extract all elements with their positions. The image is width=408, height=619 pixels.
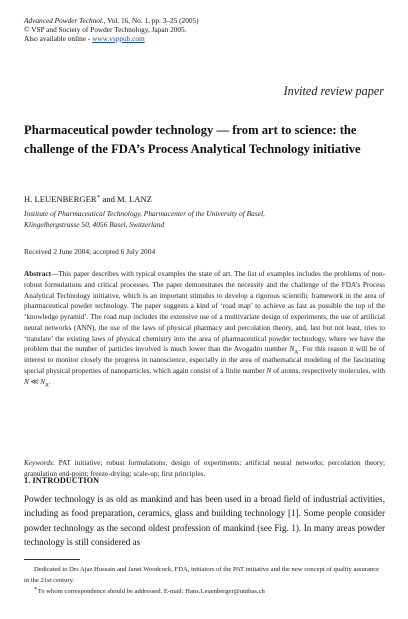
- author-second: M. LANZ: [117, 194, 152, 204]
- introduction-paragraph: Powder technology is as old as mankind and has been used in a broad field of industrial activities, including as food preparation, ceramics, glass and building technology [1]. Some people consider powder technology as the second oldest profession of mankind (see Fig. 1). In many areas powder technology is still considered as: [24, 494, 385, 548]
- n-symbol: N: [266, 366, 272, 375]
- journal-masthead: [24, 16, 199, 43]
- author-line: [24, 194, 152, 204]
- keywords-label: Keywords: [24, 459, 53, 467]
- footnote-mark: ∗: [34, 585, 38, 592]
- author-joiner: and: [100, 194, 118, 204]
- footnote-correspondence: [24, 587, 385, 597]
- section-heading-introduction: 1. INTRODUCTION: [24, 476, 100, 485]
- paper-type-label: Invited review paper: [283, 84, 384, 98]
- affiliation-line-2: Klingelbergstrasse 50, 4056 Basel, Switzerland: [24, 219, 165, 229]
- footnote-rule: [24, 559, 80, 560]
- volume-pages: , Vol. 16, No. 1, pp. 3–25 (2005): [103, 16, 199, 25]
- abstract: [24, 269, 385, 387]
- avogadro-symbol: N: [289, 345, 295, 354]
- abstract-text-a: This paper describes with typical examples the state of art. The list of examples includes the problems of non-robust formulations and critical processes. The paper demonstrates the necessity and the challenge of the FDA’s Process Analytical Technology initiative, which is an important stimulus to develop a rigorous scientific framework in the area of pharmaceutical powder technology. The paper suggests a kind of ‘road map’ to achieve as fast as possible the top of the ‘knowledge pyramid’. The road map includes the extensive use of a multivariate design of experiments, the use of artificial neural networks (ANN), the use of the laws of physical pharmacy and percolation theory, and, last but not least, tries to ‘translate’ the existing laws of physical chemistry into the area of pharmaceutical powder technology, where we have the problem that the number of particles involved is much lower than the Avogadro number: [24, 270, 385, 354]
- journal-name: Advanced Powder Technol.: [24, 16, 104, 25]
- avogadro-subscript: A: [294, 349, 299, 356]
- paper-title: Pharmaceutical powder technology — from art to science: the challenge of the FDA’s Process Analytical Technology initiative: [24, 123, 361, 156]
- abstract-label: Abstract: [24, 270, 51, 278]
- abstract-dash: —: [50, 270, 59, 278]
- keywords-text: : PAT initiative; robust formulations; design of experiments; artificial neural networks; percolation theory; granulation end-point; freeze-drying; scale-up; first principles.: [24, 459, 385, 478]
- copyright-line: © VSP and Society of Powder Technology, Japan 2005.: [24, 25, 187, 34]
- relation-rhs: N: [40, 377, 45, 386]
- relation-lhs: N: [24, 377, 29, 386]
- correspondence-text: To whom correspondence should be addressed. E-mail: Hans.Leuenberger@unibas.ch: [37, 588, 265, 595]
- abstract-text-b: . For this reason it will be of interest to monitor closely the progress in nanoscience, especially in the area of mathematical modeling of the fascinating special physical properties of nanoparticles, which again consist of a finite number: [24, 345, 385, 375]
- footnote-dedication: Dedicated to Drs Ajaz Hussain and Janet Woodcock, FDA, initiators of the PAT initiative and the new concept of quality assurance in the 21st century.: [24, 566, 380, 584]
- received-dates: Received 2 June 2004; accepted 6 July 2004: [24, 247, 156, 256]
- relation-operator: ≪: [28, 377, 41, 386]
- author-first: H. LEUENBERGER: [24, 194, 97, 204]
- corresponding-author-mark: ∗: [96, 194, 101, 201]
- publisher-link[interactable]: www.vsppub.com: [92, 34, 145, 43]
- abstract-text-d: .: [48, 377, 51, 386]
- online-prefix: Also available online -: [24, 34, 93, 43]
- online-line: [24, 34, 199, 43]
- citation-line: [24, 16, 199, 25]
- relation-rhs-subscript: A: [44, 381, 49, 388]
- abstract-text-c: of atoms, respectively molecules, with: [271, 366, 385, 375]
- affiliation: [24, 209, 386, 230]
- affiliation-line-1: Institute of Pharmaceutical Technology, Pharmacenter of the University of Basel,: [24, 209, 265, 218]
